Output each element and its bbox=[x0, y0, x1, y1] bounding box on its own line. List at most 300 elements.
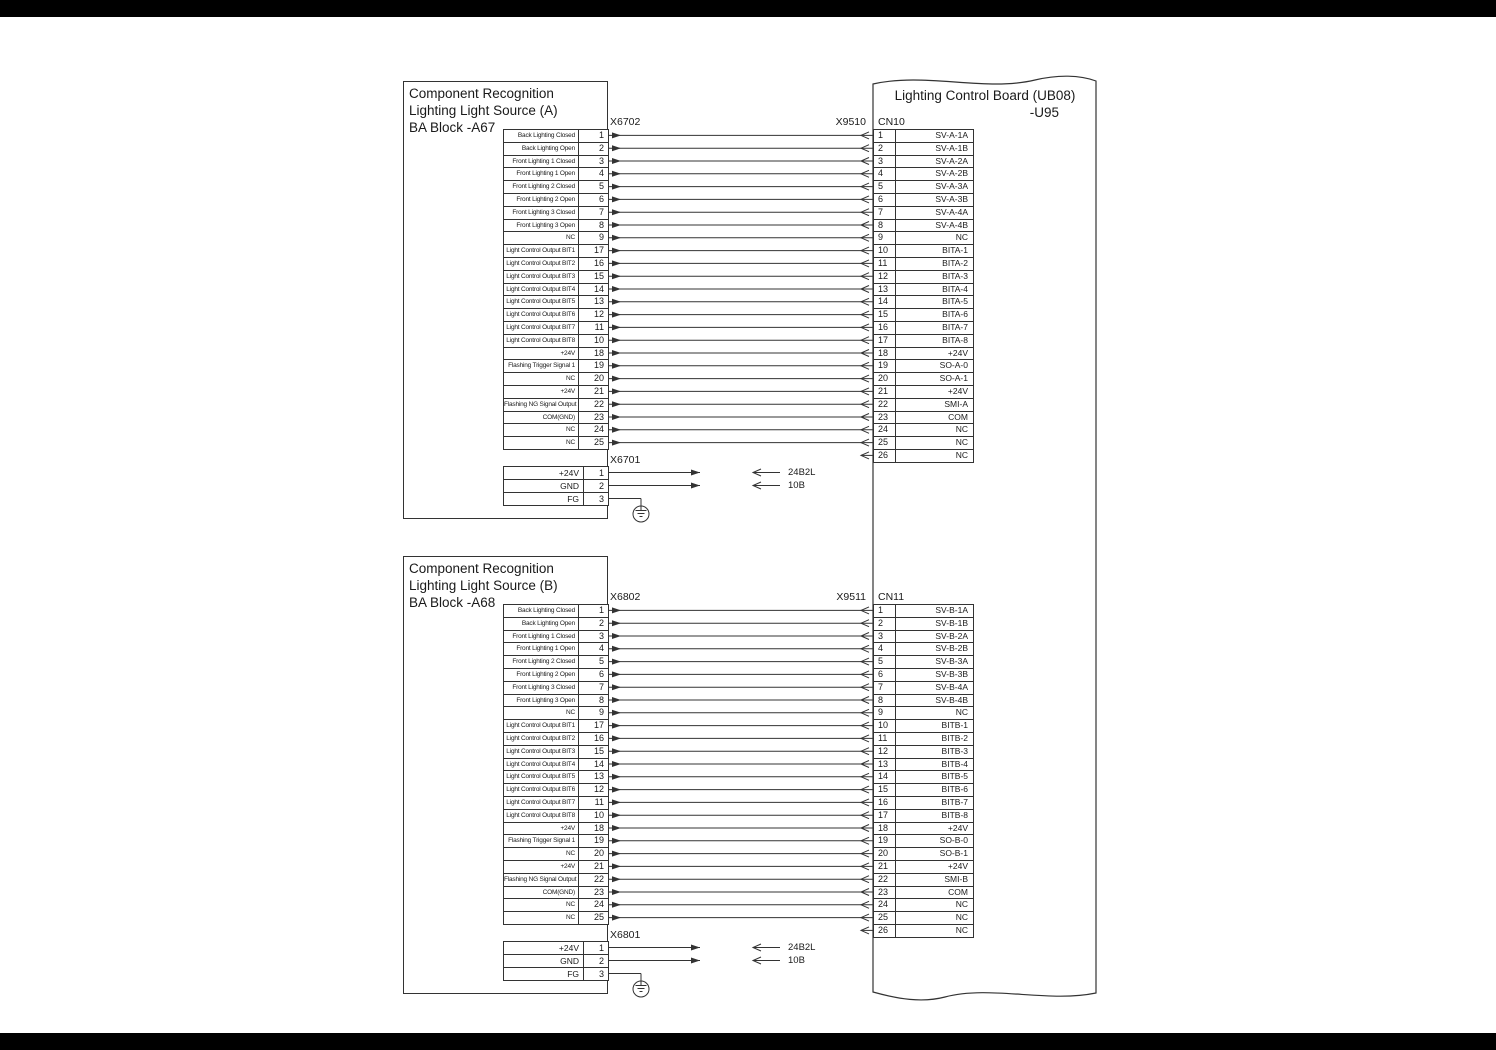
board-signal-cell: SV-B-2B bbox=[896, 643, 974, 656]
signal-name-cell: NC bbox=[504, 373, 579, 386]
board-pin-cell: 19 bbox=[874, 360, 896, 373]
board-pin-row bbox=[874, 245, 974, 258]
board-pin-cell: 10 bbox=[874, 245, 896, 258]
wire-chevron-left-icon bbox=[861, 748, 869, 755]
board-pin-row bbox=[874, 258, 974, 271]
left-pin-cell: 20 bbox=[579, 373, 609, 386]
board-pin-row bbox=[874, 284, 974, 297]
signal-row bbox=[504, 309, 609, 322]
wire-arrow-right-icon bbox=[612, 761, 621, 767]
board-pin-row bbox=[874, 143, 974, 156]
signal-row bbox=[504, 797, 609, 810]
board-pin-cell: 24 bbox=[874, 899, 896, 912]
wire-chevron-left-icon bbox=[861, 452, 869, 459]
left-pin-cell: 6 bbox=[579, 669, 609, 682]
board-pin-row bbox=[874, 335, 974, 348]
signal-row bbox=[504, 412, 609, 425]
left-pin-cell: 9 bbox=[579, 232, 609, 245]
board-signal-cell: NC bbox=[896, 925, 974, 938]
wire-chevron-left-icon bbox=[861, 439, 869, 446]
wire-arrow-right-icon bbox=[612, 427, 621, 433]
signal-row bbox=[504, 258, 609, 271]
signal-row bbox=[504, 759, 609, 772]
power-pin-cell: 1 bbox=[584, 467, 609, 480]
board-pin-cell: 13 bbox=[874, 284, 896, 297]
wire-arrow-right-icon bbox=[612, 350, 621, 356]
board-signal-cell: SO-B-0 bbox=[896, 835, 974, 848]
board-pin-row bbox=[874, 887, 974, 900]
signal-name-cell: Light Control Output BIT5 bbox=[504, 296, 579, 309]
wire-arrow-right-icon bbox=[612, 196, 621, 202]
left-pin-cell: 25 bbox=[579, 912, 609, 925]
wire-arrow-right-icon bbox=[612, 915, 621, 921]
board-pin-cell: 22 bbox=[874, 399, 896, 412]
signal-row bbox=[504, 284, 609, 297]
wire-chevron-left-icon bbox=[861, 684, 869, 691]
board-signal-cell: SMI-A bbox=[896, 399, 974, 412]
signal-name-cell: +24V bbox=[504, 348, 579, 361]
signal-name-cell: Back Lighting Closed bbox=[504, 130, 579, 143]
board-connector-table bbox=[873, 604, 974, 938]
board-signal-cell: SV-A-3A bbox=[896, 181, 974, 194]
board-pin-cell: 6 bbox=[874, 669, 896, 682]
left-pin-cell: 7 bbox=[579, 207, 609, 220]
board-pin-cell: 1 bbox=[874, 130, 896, 143]
board-connector-table bbox=[873, 129, 974, 463]
board-pin-cell: 15 bbox=[874, 309, 896, 322]
wire-arrow-right-icon bbox=[691, 470, 700, 476]
board-pin-row bbox=[874, 271, 974, 284]
board-signal-cell: BITA-2 bbox=[896, 258, 974, 271]
board-pin-cell: 9 bbox=[874, 232, 896, 245]
board-pin-row bbox=[874, 168, 974, 181]
block-title-line: BA Block -A67 bbox=[409, 120, 496, 135]
wire-chevron-left-icon bbox=[861, 761, 869, 768]
earth-ground-icon bbox=[633, 981, 649, 997]
board-pin-cell: 22 bbox=[874, 874, 896, 887]
wire-chevron-left-icon bbox=[861, 286, 869, 293]
wire-arrow-right-icon bbox=[612, 312, 621, 318]
power-name-cell: GND bbox=[504, 480, 584, 493]
board-pin-cell: 24 bbox=[874, 424, 896, 437]
board-signal-cell: SO-A-1 bbox=[896, 373, 974, 386]
board-pin-cell: 11 bbox=[874, 258, 896, 271]
wire-chevron-left-icon bbox=[861, 863, 869, 870]
signal-row bbox=[504, 348, 609, 361]
signal-name-cell: Light Control Output BIT4 bbox=[504, 759, 579, 772]
power-name-cell: GND bbox=[504, 955, 584, 968]
board-signal-cell: SV-A-3B bbox=[896, 194, 974, 207]
signal-row bbox=[504, 720, 609, 733]
board-pin-cell: 19 bbox=[874, 835, 896, 848]
wire-arrow-right-icon bbox=[691, 958, 700, 964]
wire-arrow-right-icon bbox=[612, 222, 621, 228]
signal-name-cell: Light Control Output BIT7 bbox=[504, 322, 579, 335]
board-pin-cell: 23 bbox=[874, 887, 896, 900]
signal-name-cell: Back Lighting Open bbox=[504, 143, 579, 156]
wire-chevron-left-icon bbox=[861, 298, 869, 305]
board-pin-row bbox=[874, 835, 974, 848]
board-pin-row bbox=[874, 437, 974, 450]
wire-arrow-right-icon bbox=[612, 132, 621, 138]
wire-arrow-right-icon bbox=[612, 337, 621, 343]
wire-destination-label: 10B bbox=[788, 479, 805, 491]
power-pin-cell: 3 bbox=[584, 968, 609, 981]
signal-row bbox=[504, 810, 609, 823]
signal-name-cell: Flashing NG Signal Output bbox=[504, 399, 579, 412]
wire-chevron-left-icon bbox=[861, 620, 869, 627]
board-signal-cell: SV-B-3B bbox=[896, 669, 974, 682]
board-pin-cell: 23 bbox=[874, 412, 896, 425]
block-title-line: BA Block -A68 bbox=[409, 595, 496, 610]
left-pin-cell: 10 bbox=[579, 810, 609, 823]
wire-chevron-left-icon bbox=[861, 837, 869, 844]
board-signal-cell: BITA-8 bbox=[896, 335, 974, 348]
power-pin-cell: 2 bbox=[584, 480, 609, 493]
wire-arrow-right-icon bbox=[612, 851, 621, 857]
signal-row bbox=[504, 823, 609, 836]
wire-arrow-right-icon bbox=[612, 684, 621, 690]
left-pin-cell: 16 bbox=[579, 258, 609, 271]
wire-chevron-left-icon bbox=[861, 158, 869, 165]
left-pin-cell: 7 bbox=[579, 682, 609, 695]
signal-name-cell: Flashing NG Signal Output bbox=[504, 874, 579, 887]
left-connector-label: X6802 bbox=[610, 591, 641, 603]
wire-arrow-right-icon bbox=[612, 876, 621, 882]
left-pin-cell: 8 bbox=[579, 695, 609, 708]
wire-arrow-right-icon bbox=[612, 671, 621, 677]
wire-chevron-left-icon bbox=[861, 426, 869, 433]
wire-arrow-right-icon bbox=[612, 171, 621, 177]
signal-name-cell: Front Lighting 1 Closed bbox=[504, 156, 579, 169]
board-signal-cell: BITB-8 bbox=[896, 810, 974, 823]
wire-chevron-left-icon bbox=[861, 825, 869, 832]
board-pin-row bbox=[874, 220, 974, 233]
wire-arrow-right-icon bbox=[612, 799, 621, 805]
signal-name-cell: Light Control Output BIT5 bbox=[504, 771, 579, 784]
board-signal-cell: BITB-2 bbox=[896, 733, 974, 746]
board-pin-row bbox=[874, 412, 974, 425]
wire-arrow-right-icon bbox=[612, 260, 621, 266]
board-pin-cell: 12 bbox=[874, 271, 896, 284]
left-pin-cell: 21 bbox=[579, 861, 609, 874]
signal-row bbox=[504, 669, 609, 682]
board-signal-cell: SV-A-4B bbox=[896, 220, 974, 233]
signal-row bbox=[504, 784, 609, 797]
power-pin-cell: 1 bbox=[584, 942, 609, 955]
left-connector-label: X6702 bbox=[610, 116, 641, 128]
wire-destination-label: 24B2L bbox=[788, 941, 816, 953]
board-pin-row bbox=[874, 605, 974, 618]
left-pin-cell: 2 bbox=[579, 143, 609, 156]
signal-row bbox=[504, 656, 609, 669]
left-pin-cell: 15 bbox=[579, 271, 609, 284]
left-pin-cell: 12 bbox=[579, 309, 609, 322]
wire-arrow-right-icon bbox=[612, 697, 621, 703]
board-signal-cell: SO-B-1 bbox=[896, 848, 974, 861]
signal-name-cell: Front Lighting 1 Open bbox=[504, 643, 579, 656]
left-pin-cell: 1 bbox=[579, 130, 609, 143]
signal-row bbox=[504, 168, 609, 181]
wire-chevron-left-icon bbox=[861, 645, 869, 652]
board-pin-row bbox=[874, 386, 974, 399]
board-signal-cell: NC bbox=[896, 899, 974, 912]
wire-arrow-right-icon bbox=[612, 286, 621, 292]
signal-name-cell: COM(GND) bbox=[504, 887, 579, 900]
board-signal-cell: +24V bbox=[896, 386, 974, 399]
board-pin-row bbox=[874, 296, 974, 309]
signal-row bbox=[504, 874, 609, 887]
signal-name-cell: Front Lighting 2 Closed bbox=[504, 656, 579, 669]
board-pin-row bbox=[874, 360, 974, 373]
wire-arrow-right-icon bbox=[612, 388, 621, 394]
board-pin-row bbox=[874, 848, 974, 861]
board-pin-cell: 5 bbox=[874, 656, 896, 669]
power-row bbox=[504, 467, 609, 480]
signal-row bbox=[504, 245, 609, 258]
board-pin-cell: 9 bbox=[874, 707, 896, 720]
wire-arrow-right-icon bbox=[612, 659, 621, 665]
board-signal-cell: NC bbox=[896, 707, 974, 720]
signal-row bbox=[504, 643, 609, 656]
wire-destination-label: 24B2L bbox=[788, 466, 816, 478]
signal-name-cell: Front Lighting 3 Open bbox=[504, 695, 579, 708]
board-signal-cell: SV-B-3A bbox=[896, 656, 974, 669]
wire-arrow-right-icon bbox=[612, 863, 621, 869]
board-pin-row bbox=[874, 669, 974, 682]
board-signal-cell: NC bbox=[896, 437, 974, 450]
left-pin-cell: 23 bbox=[579, 412, 609, 425]
board-pin-row bbox=[874, 424, 974, 437]
power-connector-label: X6801 bbox=[610, 929, 641, 941]
board-signal-cell: SV-A-2B bbox=[896, 168, 974, 181]
signal-name-cell: Front Lighting 1 Open bbox=[504, 168, 579, 181]
board-signal-cell: BITB-7 bbox=[896, 797, 974, 810]
wire-arrow-right-icon bbox=[612, 710, 621, 716]
left-pin-cell: 25 bbox=[579, 437, 609, 450]
board-signal-cell: +24V bbox=[896, 348, 974, 361]
wire-arrow-right-icon bbox=[612, 401, 621, 407]
power-row bbox=[504, 968, 609, 981]
board-signal-cell: BITB-4 bbox=[896, 759, 974, 772]
wire-chevron-left-icon bbox=[861, 889, 869, 896]
wire-arrow-right-icon bbox=[612, 633, 621, 639]
wire-chevron-left-icon bbox=[861, 799, 869, 806]
left-pin-cell: 10 bbox=[579, 335, 609, 348]
board-pin-row bbox=[874, 861, 974, 874]
left-pin-cell: 17 bbox=[579, 245, 609, 258]
board-pin-row bbox=[874, 232, 974, 245]
signal-name-cell: NC bbox=[504, 899, 579, 912]
board-signal-cell: SV-B-1A bbox=[896, 605, 974, 618]
signal-name-cell: Light Control Output BIT6 bbox=[504, 309, 579, 322]
wire-arrow-right-icon bbox=[691, 945, 700, 951]
signal-name-cell: Back Lighting Open bbox=[504, 618, 579, 631]
left-pin-cell: 9 bbox=[579, 707, 609, 720]
left-pin-cell: 2 bbox=[579, 618, 609, 631]
wire-chevron-left-icon bbox=[861, 337, 869, 344]
board-pin-cell: 3 bbox=[874, 156, 896, 169]
left-pin-cell: 4 bbox=[579, 168, 609, 181]
signal-row bbox=[504, 605, 609, 618]
board-pin-row bbox=[874, 771, 974, 784]
wire-chevron-left-icon bbox=[861, 260, 869, 267]
signal-row bbox=[504, 194, 609, 207]
signal-row bbox=[504, 143, 609, 156]
board-pin-cell: 2 bbox=[874, 143, 896, 156]
board-signal-cell: NC bbox=[896, 912, 974, 925]
board-pin-row bbox=[874, 823, 974, 836]
wire-arrow-right-icon bbox=[612, 414, 621, 420]
board-pin-row bbox=[874, 194, 974, 207]
left-pin-cell: 17 bbox=[579, 720, 609, 733]
board-pin-cell: 17 bbox=[874, 335, 896, 348]
wire-chevron-left-icon bbox=[861, 311, 869, 318]
left-pin-cell: 11 bbox=[579, 797, 609, 810]
wire-chevron-left-icon bbox=[861, 786, 869, 793]
board-pin-cell: 7 bbox=[874, 207, 896, 220]
board-pin-row bbox=[874, 810, 974, 823]
wire-chevron-left-icon bbox=[861, 273, 869, 280]
wire-arrow-right-icon bbox=[612, 209, 621, 215]
wire-arrow-right-icon bbox=[612, 273, 621, 279]
left-pin-cell: 19 bbox=[579, 835, 609, 848]
wire-arrow-right-icon bbox=[612, 735, 621, 741]
board-signal-cell: SV-A-4A bbox=[896, 207, 974, 220]
board-signal-cell: BITA-5 bbox=[896, 296, 974, 309]
signal-row bbox=[504, 618, 609, 631]
board-pin-cell: 26 bbox=[874, 450, 896, 463]
board-pin-cell: 20 bbox=[874, 848, 896, 861]
signal-name-cell: Light Control Output BIT1 bbox=[504, 720, 579, 733]
wire-chevron-left-icon bbox=[861, 607, 869, 614]
wire-destination-label: 10B bbox=[788, 954, 805, 966]
wire-chevron-left-icon bbox=[861, 234, 869, 241]
wire-chevron-left-icon bbox=[861, 388, 869, 395]
wire-arrow-right-icon bbox=[612, 902, 621, 908]
board-signal-cell: BITB-3 bbox=[896, 746, 974, 759]
left-pin-cell: 4 bbox=[579, 643, 609, 656]
power-name-cell: +24V bbox=[504, 467, 584, 480]
left-pin-cell: 15 bbox=[579, 746, 609, 759]
signal-row bbox=[504, 631, 609, 644]
board-pin-row bbox=[874, 695, 974, 708]
board-pin-row bbox=[874, 707, 974, 720]
wire-arrow-right-icon bbox=[612, 376, 621, 382]
board-signal-cell: SV-B-2A bbox=[896, 631, 974, 644]
left-pin-cell: 24 bbox=[579, 899, 609, 912]
signal-name-cell: Front Lighting 2 Open bbox=[504, 194, 579, 207]
wire-chevron-left-icon bbox=[861, 773, 869, 780]
signal-row bbox=[504, 360, 609, 373]
board-signal-cell: SV-A-2A bbox=[896, 156, 974, 169]
board-signal-cell: NC bbox=[896, 450, 974, 463]
power-row bbox=[504, 493, 609, 506]
signal-row bbox=[504, 887, 609, 900]
board-signal-cell: NC bbox=[896, 424, 974, 437]
signal-row bbox=[504, 271, 609, 284]
wire-arrow-right-icon bbox=[612, 158, 621, 164]
wire-chevron-left-icon bbox=[861, 901, 869, 908]
wire-arrow-right-icon bbox=[612, 774, 621, 780]
wire-chevron-left-icon bbox=[753, 944, 761, 951]
wire-chevron-left-icon bbox=[861, 324, 869, 331]
board-pin-cell: 4 bbox=[874, 168, 896, 181]
left-pin-cell: 3 bbox=[579, 156, 609, 169]
signal-name-cell: Front Lighting 3 Closed bbox=[504, 207, 579, 220]
left-signal-table bbox=[503, 129, 609, 450]
signal-row bbox=[504, 373, 609, 386]
signal-row bbox=[504, 707, 609, 720]
board-signal-cell: COM bbox=[896, 412, 974, 425]
board-pin-cell: 20 bbox=[874, 373, 896, 386]
power-connector-table bbox=[503, 466, 609, 506]
board-pin-row bbox=[874, 156, 974, 169]
power-connector-label: X6701 bbox=[610, 454, 641, 466]
board-pin-row bbox=[874, 784, 974, 797]
board-signal-cell: NC bbox=[896, 232, 974, 245]
board-signal-cell: BITA-3 bbox=[896, 271, 974, 284]
board-signal-cell: BITA-6 bbox=[896, 309, 974, 322]
signal-name-cell: Light Control Output BIT6 bbox=[504, 784, 579, 797]
board-pin-row bbox=[874, 399, 974, 412]
signal-name-cell: Front Lighting 2 Open bbox=[504, 669, 579, 682]
board-pin-cell: 18 bbox=[874, 348, 896, 361]
cn-label: CN11 bbox=[878, 591, 905, 603]
signal-row bbox=[504, 682, 609, 695]
wire-chevron-left-icon bbox=[861, 132, 869, 139]
wire-chevron-left-icon bbox=[861, 401, 869, 408]
wire-arrow-right-icon bbox=[612, 620, 621, 626]
left-pin-cell: 5 bbox=[579, 181, 609, 194]
board-signal-cell: BITB-1 bbox=[896, 720, 974, 733]
wire-chevron-left-icon bbox=[861, 850, 869, 857]
signal-row bbox=[504, 335, 609, 348]
signal-name-cell: +24V bbox=[504, 823, 579, 836]
left-pin-cell: 13 bbox=[579, 771, 609, 784]
signal-row bbox=[504, 232, 609, 245]
left-pin-cell: 18 bbox=[579, 823, 609, 836]
board-pin-cell: 16 bbox=[874, 797, 896, 810]
signal-name-cell: Light Control Output BIT7 bbox=[504, 797, 579, 810]
left-pin-cell: 22 bbox=[579, 399, 609, 412]
wire-arrow-right-icon bbox=[691, 483, 700, 489]
signal-name-cell: NC bbox=[504, 848, 579, 861]
board-pin-cell: 2 bbox=[874, 618, 896, 631]
board-signal-cell: SO-A-0 bbox=[896, 360, 974, 373]
board-pin-row bbox=[874, 899, 974, 912]
wire-arrow-right-icon bbox=[612, 646, 621, 652]
board-pin-cell: 8 bbox=[874, 220, 896, 233]
left-pin-cell: 14 bbox=[579, 759, 609, 772]
block-title-line: Lighting Light Source (B) bbox=[409, 578, 558, 593]
left-pin-cell: 20 bbox=[579, 848, 609, 861]
signal-row bbox=[504, 156, 609, 169]
power-pin-cell: 2 bbox=[584, 955, 609, 968]
left-pin-cell: 14 bbox=[579, 284, 609, 297]
board-signal-cell: SMI-B bbox=[896, 874, 974, 887]
signal-row bbox=[504, 207, 609, 220]
wire-arrow-right-icon bbox=[612, 787, 621, 793]
board-signal-cell: BITA-7 bbox=[896, 322, 974, 335]
power-name-cell: +24V bbox=[504, 942, 584, 955]
wire-chevron-left-icon bbox=[861, 927, 869, 934]
board-pin-row bbox=[874, 797, 974, 810]
signal-name-cell: +24V bbox=[504, 861, 579, 874]
wire-arrow-right-icon bbox=[612, 748, 621, 754]
wire-chevron-left-icon bbox=[861, 914, 869, 921]
wire-chevron-left-icon bbox=[861, 414, 869, 421]
